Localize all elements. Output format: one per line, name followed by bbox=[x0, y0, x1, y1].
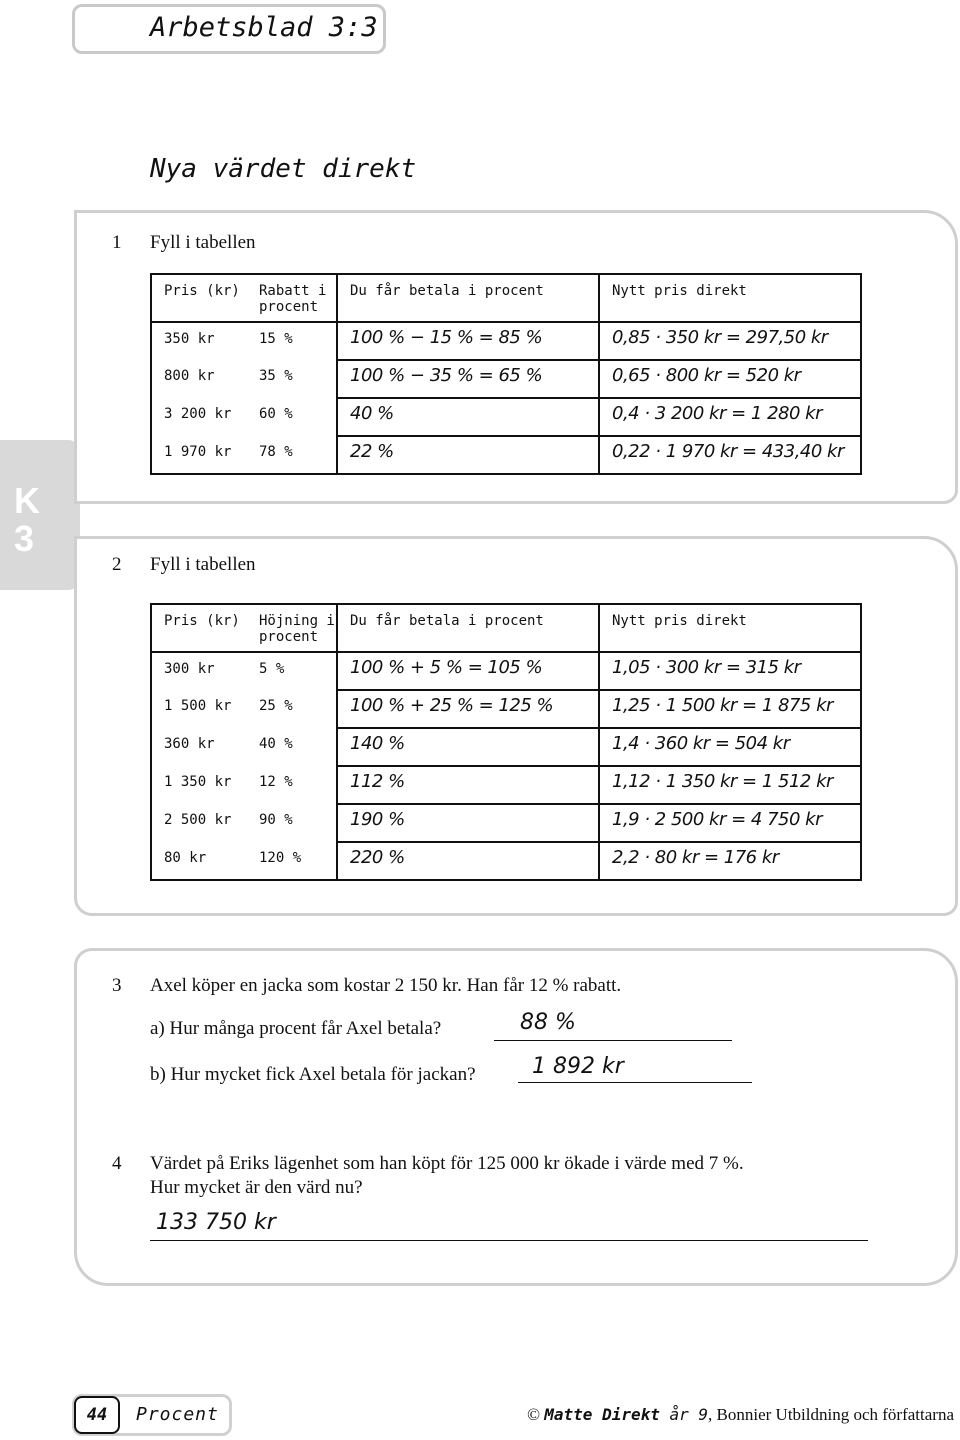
question-2-instruction: Fyll i tabellen bbox=[150, 554, 256, 575]
answer-new-price[interactable]: 1,12 · 1 350 kr = 1 512 kr bbox=[612, 771, 833, 792]
answer-pay-percent[interactable]: 140 % bbox=[350, 733, 405, 754]
brand-name: Matte Direkt bbox=[544, 1405, 660, 1424]
answer-new-price[interactable]: 0,85 · 350 kr = 297,50 kr bbox=[612, 327, 828, 348]
header-price: Pris (kr) bbox=[164, 283, 240, 299]
table-row bbox=[151, 360, 861, 398]
page-number: 44 bbox=[74, 1396, 120, 1434]
exercise-3-4-panel bbox=[74, 948, 958, 1286]
answer-new-price[interactable]: 2,2 · 80 kr = 176 kr bbox=[612, 847, 779, 868]
question-3-text: Axel köper en jacka som kostar 2 150 kr. Han får 12 % rabatt. bbox=[150, 975, 622, 996]
cell-percent: 35 % bbox=[247, 360, 337, 398]
header-pay-percent: Du får betala i procent bbox=[337, 274, 599, 322]
cell-percent: 78 % bbox=[247, 436, 337, 474]
brand-year: år 9 bbox=[659, 1405, 709, 1424]
answer-new-price[interactable]: 0,4 · 3 200 kr = 1 280 kr bbox=[612, 403, 822, 424]
answer-pay-percent[interactable]: 100 % − 35 % = 65 % bbox=[350, 365, 543, 386]
answer-pay-percent[interactable]: 220 % bbox=[350, 847, 405, 868]
question-4-number: 4 bbox=[112, 1153, 122, 1174]
cell-percent: 40 % bbox=[247, 728, 337, 766]
answer-new-price[interactable]: 1,25 · 1 500 kr = 1 875 kr bbox=[612, 695, 833, 716]
answer-pay-percent[interactable]: 100 % + 25 % = 125 % bbox=[350, 695, 554, 716]
header-new-price: Nytt pris direkt bbox=[612, 613, 747, 629]
cell-percent: 60 % bbox=[247, 398, 337, 436]
answer-new-price[interactable]: 0,65 · 800 kr = 520 kr bbox=[612, 365, 801, 386]
discount-table bbox=[150, 273, 862, 475]
cell-percent: 90 % bbox=[247, 804, 337, 842]
cell-price: 80 kr bbox=[164, 850, 207, 866]
cell-percent: 12 % bbox=[247, 766, 337, 804]
header-price: Pris (kr) bbox=[164, 613, 240, 629]
side-tab-number: 3 bbox=[14, 518, 35, 559]
header-increase: Höjning i procent bbox=[247, 604, 337, 652]
answer-new-price[interactable]: 1,4 · 360 kr = 504 kr bbox=[612, 733, 790, 754]
table-row bbox=[151, 804, 861, 842]
answer-line-4[interactable] bbox=[150, 1240, 868, 1241]
answer-pay-percent[interactable]: 22 % bbox=[350, 441, 394, 462]
question-3a-text: a) Hur många procent får Axel betala? bbox=[150, 1018, 442, 1039]
table-row bbox=[151, 842, 861, 880]
cell-price: 800 kr bbox=[164, 368, 215, 384]
cell-price: 1 500 kr bbox=[164, 698, 232, 714]
increase-table bbox=[150, 603, 862, 881]
cell-price: 1 350 kr bbox=[164, 774, 232, 790]
table-row bbox=[151, 398, 861, 436]
side-tab-letter: K bbox=[14, 480, 40, 521]
cell-price: 3 200 kr bbox=[164, 406, 232, 422]
answer-new-price[interactable]: 1,9 · 2 500 kr = 4 750 kr bbox=[612, 809, 822, 830]
answer-pay-percent[interactable]: 100 % − 15 % = 85 % bbox=[350, 327, 543, 348]
question-4-line1: Värdet på Eriks lägenhet som han köpt för 125 000 kr ökade i värde med 7 %. bbox=[150, 1153, 744, 1174]
answer-3b[interactable]: 1 892 kr bbox=[532, 1054, 624, 1079]
cell-price: 350 kr bbox=[164, 331, 215, 347]
cell-percent: 5 % bbox=[247, 652, 337, 690]
table-row bbox=[151, 322, 861, 360]
answer-3a[interactable]: 88 % bbox=[520, 1010, 576, 1035]
cell-percent: 15 % bbox=[247, 322, 337, 360]
question-1-number: 1 bbox=[112, 232, 122, 253]
question-2-number: 2 bbox=[112, 554, 122, 575]
header-new-price: Nytt pris direkt bbox=[612, 283, 747, 299]
table-row bbox=[151, 652, 861, 690]
table-row bbox=[151, 728, 861, 766]
cell-percent: 25 % bbox=[247, 690, 337, 728]
answer-pay-percent[interactable]: 100 % + 5 % = 105 % bbox=[350, 657, 543, 678]
section-subtitle: Nya värdet direkt bbox=[150, 154, 417, 184]
publisher: , Bonnier Utbildning och författarna bbox=[708, 1405, 954, 1424]
footer-topic: Procent bbox=[136, 1404, 219, 1425]
table-row bbox=[151, 436, 861, 474]
page-title: Arbetsblad 3:3 bbox=[150, 12, 378, 43]
answer-new-price[interactable]: 0,22 · 1 970 kr = 433,40 kr bbox=[612, 441, 844, 462]
table-row bbox=[151, 690, 861, 728]
question-4-line2: Hur mycket är den värd nu? bbox=[150, 1177, 363, 1198]
cell-price: 300 kr bbox=[164, 661, 215, 677]
cell-price: 2 500 kr bbox=[164, 812, 232, 828]
answer-4[interactable]: 133 750 kr bbox=[156, 1210, 276, 1235]
cell-percent: 120 % bbox=[247, 842, 337, 880]
answer-new-price[interactable]: 1,05 · 300 kr = 315 kr bbox=[612, 657, 801, 678]
answer-line-3b[interactable] bbox=[518, 1082, 752, 1083]
side-tab bbox=[0, 440, 80, 590]
answer-pay-percent[interactable]: 112 % bbox=[350, 771, 405, 792]
question-1-instruction: Fyll i tabellen bbox=[150, 232, 256, 253]
answer-pay-percent[interactable]: 40 % bbox=[350, 403, 394, 424]
answer-line-3a[interactable] bbox=[494, 1040, 732, 1041]
footer-credit bbox=[527, 1405, 954, 1425]
cell-price: 360 kr bbox=[164, 736, 215, 752]
question-3-number: 3 bbox=[112, 975, 122, 996]
copyright-symbol: © bbox=[527, 1405, 541, 1424]
header-pay-percent: Du får betala i procent bbox=[337, 604, 599, 652]
header-discount: Rabatt i procent bbox=[247, 274, 337, 322]
question-3b-text: b) Hur mycket fick Axel betala för jackan? bbox=[150, 1064, 476, 1085]
cell-price: 1 970 kr bbox=[164, 444, 232, 460]
answer-pay-percent[interactable]: 190 % bbox=[350, 809, 405, 830]
table-row bbox=[151, 766, 861, 804]
